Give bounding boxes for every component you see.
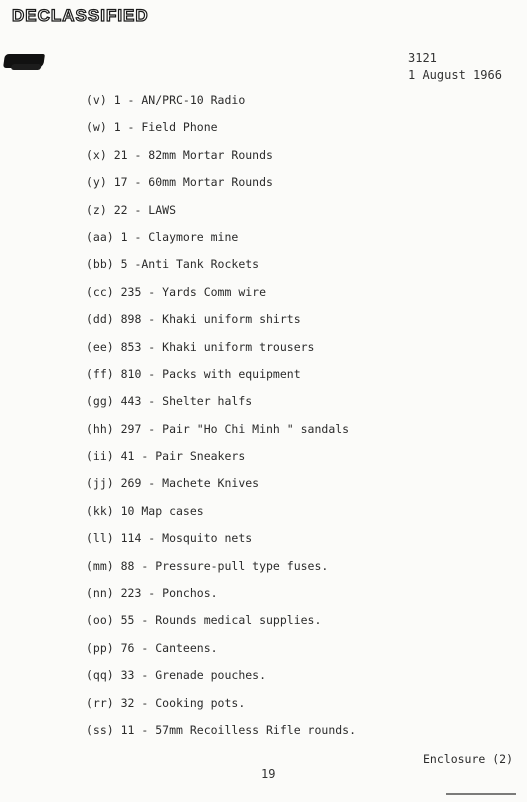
list-item: (ff) 810 - Packs with equipment	[86, 366, 301, 381]
redaction-mark	[3, 54, 45, 68]
document-header	[408, 50, 502, 84]
list-item: (w) 1 - Field Phone	[86, 120, 218, 135]
footer-mark	[446, 793, 516, 802]
list-item: (oo) 55 - Rounds medical supplies.	[86, 613, 322, 628]
list-item: (kk) 10 Map cases	[86, 503, 204, 518]
document-date: 1 August 1966	[408, 68, 502, 82]
list-item: (dd) 898 - Khaki uniform shirts	[86, 312, 301, 327]
page-number: 19	[261, 767, 276, 781]
list-item: (hh) 297 - Pair "Ho Chi Minh " sandals	[86, 421, 350, 436]
list-item: (ii) 41 - Pair Sneakers	[86, 449, 246, 464]
list-item: (jj) 269 - Machete Knives	[86, 476, 260, 491]
list-item: (v) 1 - AN/PRC-10 Radio	[86, 93, 246, 107]
list-item: (y) 17 - 60mm Mortar Rounds	[86, 175, 273, 190]
list-item: (aa) 1 - Claymore mine	[86, 229, 239, 244]
list-item: (z) 22 - LAWS	[86, 202, 177, 217]
list-item: (ll) 114 - Mosquito nets	[86, 531, 253, 546]
list-item: (cc) 235 - Yards Comm wire	[86, 284, 267, 299]
list-item: (mm) 88 - Pressure-pull type fuses.	[86, 558, 329, 573]
document-number: 3121	[408, 51, 437, 65]
list-item: (bb) 5 -Anti Tank Rockets	[86, 257, 260, 272]
list-item: (gg) 443 - Shelter halfs	[86, 394, 253, 409]
list-item: (x) 21 - 82mm Mortar Rounds	[86, 147, 273, 162]
captured-items-list	[86, 91, 356, 748]
list-item: (ee) 853 - Khaki uniform trousers	[86, 339, 315, 354]
list-item: (nn) 223 - Ponchos.	[86, 586, 218, 601]
list-item: (pp) 76 - Canteens.	[86, 640, 218, 655]
enclosure-label: Enclosure (2)	[423, 752, 514, 766]
declassified-stamp: DECLASSIFIED	[12, 6, 149, 25]
list-item: (rr) 32 - Cooking pots.	[86, 695, 246, 710]
list-item: (ss) 11 - 57mm Recoilless Rifle rounds.	[86, 722, 357, 737]
list-item: (qq) 33 - Grenade pouches.	[86, 668, 267, 683]
